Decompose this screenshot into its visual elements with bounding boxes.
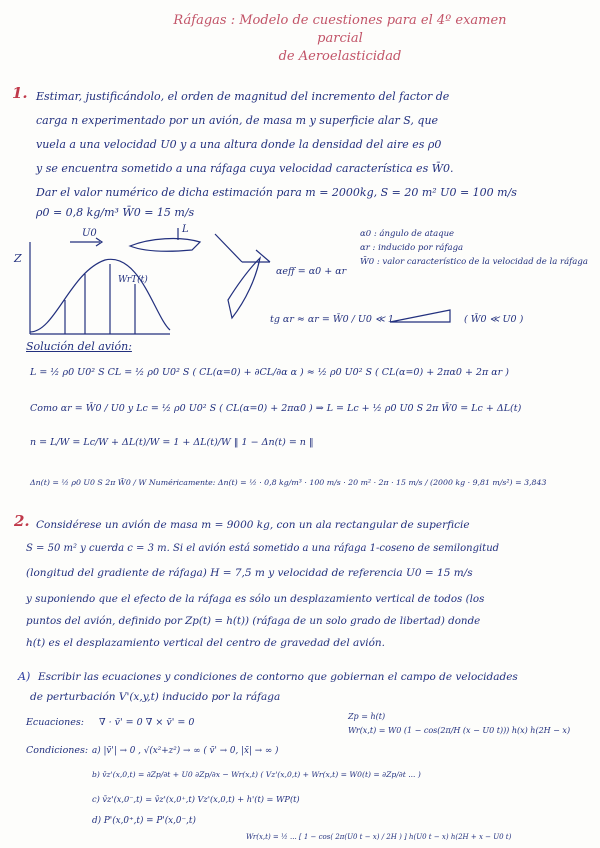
condition-c: c) v̄z'(x,0⁻,t) = v̄z'(x,0⁺,t) Vz'(x,0,t) + h'(t) = WP(t) xyxy=(92,794,300,804)
airfoil-sketch xyxy=(228,258,260,318)
question-1-number: 1. xyxy=(12,84,28,102)
equation-4: Δn(t) = ½ ρ0 U0 S 2π W̄0 / W Numéricamente: Δn(t) = ½ · 0,8 kg/m³ · 100 m/s · 20 m² · 2π · 15 m/s / (2000 kg · 9,81 m/s²) = 3,843 xyxy=(30,478,547,487)
z-axis-label: Z xyxy=(14,252,22,265)
question-2-number: 2. xyxy=(14,512,30,530)
title-line-2: de Aeroelasticidad xyxy=(278,49,402,64)
ecuaciones-label: Ecuaciones: xyxy=(26,717,84,728)
q1-text-line-3: vuela a una velocidad U0 y a una altura donde la densidad del aire es ρ0 xyxy=(36,138,442,151)
question-2 xyxy=(14,514,30,530)
gust-label: WrT(t) xyxy=(118,275,148,285)
q2-text-line-2: S = 50 m² y cuerda c = 3 m. Si el avión está sometido a una ráfaga 1-coseno de semilongitud xyxy=(26,543,500,554)
lift-label: L xyxy=(182,224,189,235)
condition-d: d) P'(x,0⁺,t) = P'(x,0⁻,t) xyxy=(92,816,196,826)
q2-text-line-5: puntos del avión, definido por Zp(t) = h(t)) (ráfaga de un solo grado de libertad) donde xyxy=(26,615,481,627)
legend-w0: W̄0 : valor característico de la velocidad de la ráfaga xyxy=(360,257,588,267)
alpha-eff-label: αeff = α0 + αr xyxy=(276,266,347,277)
velocity-vector xyxy=(215,234,242,262)
q1-text-line-4: y se encuentra sometido a una ráfaga cuya velocidad característica es W̄0. xyxy=(36,162,454,175)
equation-1: L = ½ ρ0 U0² S CL = ½ ρ0 U0² S ( CL(α=0) + ∂CL/∂α α ) ≈ ½ ρ0 U0² S ( CL(α=0) + 2πα0 + 2π αr ) xyxy=(30,367,509,378)
gust-curve xyxy=(30,259,170,332)
boundary-right-2: Wr(x,t) = W0 (1 − cos(2π/H (x − U0 t))) h(x) h(2H − x) xyxy=(348,726,571,735)
q1-text-line-6: ρ0 = 0,8 kg/m³ W̄0 = 15 m/s xyxy=(36,206,195,219)
page-title xyxy=(150,12,530,66)
q1-text-line-2: carga n experimentado por un avión, de masa m y superficie alar S, que xyxy=(36,114,439,127)
q1-text-line-1: Estimar, justificándolo, el orden de magnitud del incremento del factor de xyxy=(36,90,450,103)
solution-label: Solución del avión: xyxy=(26,340,132,353)
airplane-shape xyxy=(130,239,200,252)
q2-part-a-line-1: Escribir las ecuaciones y condiciones de contorno que gobiernan el campo de velocidades xyxy=(38,671,518,683)
q2-text-line-6: h(t) es el desplazamiento vertical del centro de gravedad del avión. xyxy=(26,637,386,649)
q2-part-a-line-2: de perturbación V'(x,y,t) inducido por la ráfaga xyxy=(30,691,281,703)
gust-formula: Wr(x,t) = ½ ... [ 1 − cos( 2π(U0 t − x) / 2H ) ] h(U0 t − x) h(2H + x − U0 t) xyxy=(246,833,512,841)
title-line-1: Ráfagas : Modelo de cuestiones para el 4º examen parcial xyxy=(173,13,507,46)
q1-gust-diagram xyxy=(10,222,590,340)
q2-text-line-3: (longitud del gradiente de ráfaga) H = 7,5 m y velocidad de referencia U0 = 15 m/s xyxy=(26,567,473,579)
q1-text-line-5: Dar el valor numérico de dicha estimación para m = 2000kg, S = 20 m² U0 = 100 m/s xyxy=(36,186,517,199)
u0-label: U0 xyxy=(82,228,97,239)
q2-text-line-4: y suponiendo que el efecto de la ráfaga es sólo un desplazamiento vertical de todos (los xyxy=(26,593,485,605)
w-ll-u0: ( W̄0 ≪ U0 ) xyxy=(464,314,524,325)
legend-alphar: αr : inducido por ráfaga xyxy=(360,243,464,253)
q2-text-line-1: Considérese un avión de masa m = 9000 kg, con un ala rectangular de superficie xyxy=(36,519,470,531)
legend-alpha0: α0 : ángulo de ataque xyxy=(360,229,455,239)
ecuaciones-row xyxy=(26,716,194,730)
condition-b: b) v̄z'(x,0,t) = ∂Zp/∂t + U0 ∂Zp/∂x − Wr(x,t) ( Vz'(x,0,t) + Wr(x,t) = W0(t) = ∂Zp/∂t ... ) xyxy=(92,770,421,779)
equation-3: n = L/W = Lc/W + ΔL(t)/W = 1 + ΔL(t)/W ‖ 1 − Δn(t) = n ‖ xyxy=(30,437,314,448)
velocity-triangle xyxy=(390,310,450,322)
equation-2: Como αr = W̄0 / U0 y Lc = ½ ρ0 U0² S ( CL(α=0) + 2πα0 ) ⇒ L = Lc + ½ ρ0 U0 S 2π W̄0 = Lc + ΔL(t) xyxy=(30,403,522,414)
condiciones-label: Condiciones: xyxy=(26,745,89,756)
condition-a: a) |v̄'| → 0 , √(x²+z²) → ∞ ( v̄' → 0, |x̄| → ∞ ) xyxy=(92,746,279,756)
tan-formula: tg αr ≈ αr = W̄0 / U0 ≪ 1 xyxy=(270,314,394,325)
boundary-right-1: Zp = h(t) xyxy=(348,712,386,721)
question-1 xyxy=(12,86,28,102)
ecuaciones-formula: ∇̄ · v̄' = 0 ∇̄ × v̄' = 0 xyxy=(98,717,195,728)
q2-part-a-label: A) xyxy=(18,670,31,683)
